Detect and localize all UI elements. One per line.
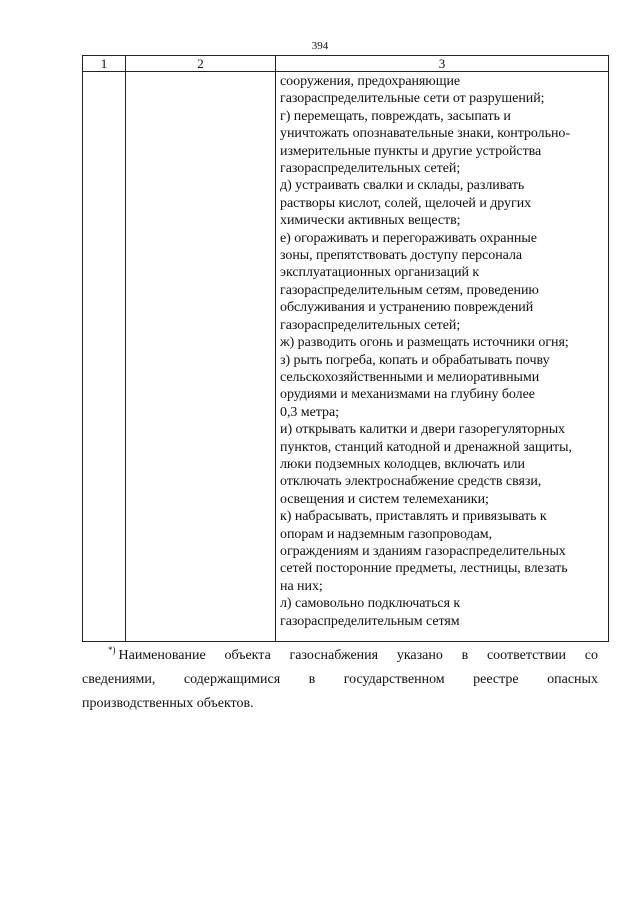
table-text-line: д) устраивать свалки и склады, разливать [280, 178, 525, 194]
table-text-line: эксплуатационных организаций к [280, 265, 480, 281]
footnote-word: сведениями, [82, 672, 156, 687]
footnote [82, 644, 598, 716]
table-text-line: сооружения, предохраняющие [280, 74, 461, 89]
footnote-word: в [461, 648, 469, 663]
table-text-line: з) рыть погреба, копать и обрабатывать почву [280, 352, 550, 368]
table-text-line: отключать электроснабжение средств связи, [280, 474, 542, 490]
restrictions-text [276, 72, 608, 630]
table-text-line: зоны, препятствовать доступу персонала [280, 248, 523, 264]
table-text-line: люки подземных колодцев, включать или [280, 456, 525, 472]
table-text-line: освещения и систем телемеханики; [280, 491, 489, 507]
table-text-line: ограждениям и зданиям газораспределительных [280, 543, 566, 559]
column-3-cell [276, 72, 609, 642]
table-text-line: газораспределительным сетям, проведению [280, 282, 539, 298]
footnote-word: объекта [224, 648, 271, 663]
table-text-line: г) перемещать, повреждать, засыпать и [280, 108, 511, 124]
table-text-line: 0,3 метра; [280, 404, 339, 420]
table-text-line: пунктов, станций катодной и дренажной защиты, [280, 439, 572, 455]
footnote-text-end: производственных объектов. [82, 696, 254, 711]
table-header-row [83, 56, 609, 72]
column-header-3: 3 [276, 56, 609, 72]
column-1-cell [83, 72, 126, 642]
footnote-word: указано [396, 648, 443, 663]
footnote-word: государственном [343, 672, 445, 687]
table-row [83, 72, 609, 642]
table-text-line: на них; [280, 578, 323, 594]
table-text-line: сельскохозяйственными и мелиоративными [280, 369, 540, 385]
footnote-line-2 [82, 668, 598, 692]
footnote-word: реестре [473, 672, 519, 687]
footnote-first-word [108, 644, 206, 668]
footnote-word: газоснабжения [289, 648, 379, 663]
column-2-cell [126, 72, 276, 642]
table-text-line: орудиями и механизмами на глубину более [280, 387, 535, 403]
table-text-line: ж) разводить огонь и размещать источники огня; [280, 335, 569, 351]
table-text-line: к) набрасывать, приставлять и привязывать к [280, 509, 547, 525]
table-text-line: е) огораживать и перегораживать охранные [280, 230, 537, 246]
footnote-word: со [584, 648, 598, 663]
column-header-1: 1 [83, 56, 126, 72]
table-text-line: сетей посторонние предметы, лестницы, влезать [280, 561, 568, 577]
footnote-word: в [308, 672, 316, 687]
table-text-line: химически активных веществ; [280, 213, 461, 229]
table-text-line: газораспределительные сети от разрушений; [280, 91, 545, 107]
table-text-line: растворы кислот, солей, щелочей и других [280, 195, 532, 211]
table-text-line: газораспределительных сетей; [280, 317, 461, 333]
requirements-table [82, 55, 609, 642]
footnote-word: Наименование [118, 648, 206, 663]
table-text-line: обслуживания и устранению повреждений [280, 300, 534, 316]
page-number: 394 [311, 40, 329, 52]
table-text-line: газораспределительным сетям [280, 613, 460, 629]
table-text-line: уничтожать опознавательные знаки, контрольно- [280, 126, 570, 142]
footnote-word: соответствии [486, 648, 567, 663]
footnote-line-1 [82, 644, 598, 668]
footnote-line-3 [82, 692, 598, 716]
table-text-line: л) самовольно подключаться к [280, 596, 461, 612]
table-text-line: измерительные пункты и другие устройства [280, 143, 542, 159]
footnote-marker: *) [108, 645, 116, 656]
footnote-word: опасных [547, 672, 598, 687]
table-text-line: и) открывать калитки и двери газорегуляторных [280, 422, 565, 438]
table-text-line: газораспределительных сетей; [280, 161, 461, 177]
column-header-2: 2 [126, 56, 276, 72]
footnote-word: содержащимися [183, 672, 281, 687]
table-text-line: опорам и надземным газопроводам, [280, 526, 493, 542]
